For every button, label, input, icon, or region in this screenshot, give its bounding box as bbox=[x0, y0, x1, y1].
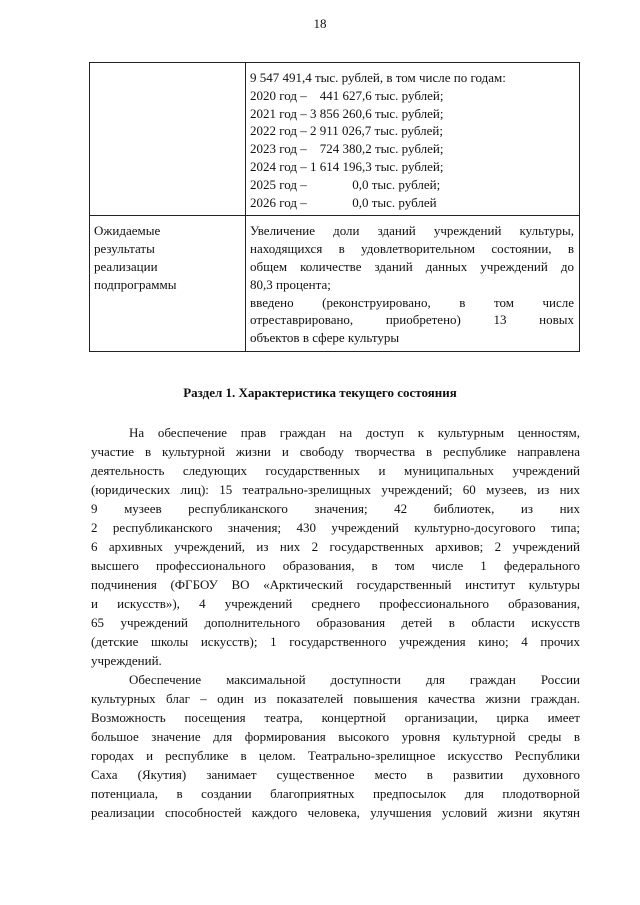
text-line: деятельность следующих государственных и муниципальных учреждений bbox=[91, 463, 580, 478]
text-line: подчинения (ФГБОУ ВО «Арктический государственный институт культуры bbox=[91, 577, 580, 592]
text-line: (юридических лиц): 15 театрально-зрелищных учреждений; 60 музеев, из них bbox=[91, 482, 580, 497]
results-line: общем количестве зданий данных учреждений до bbox=[250, 258, 574, 274]
funding-line: 9 547 491,4 тыс. рублей, в том числе по годам: bbox=[250, 70, 506, 85]
text-line: большое значение для формирования высокого уровня культурной среды в bbox=[91, 729, 580, 744]
results-line: введено (реконструировано, в том числе bbox=[250, 294, 574, 310]
table-cell-results bbox=[246, 216, 580, 352]
text-line: реализации способностей каждого человека, улучшения условий жизни якутян bbox=[91, 805, 580, 820]
subprogram-passport-table bbox=[89, 62, 580, 352]
text-line: участие в культурной жизни и свободу творчества в республике направлена bbox=[91, 444, 580, 459]
table-row-funding bbox=[90, 63, 580, 216]
text-line: культурных благ – один из показателей повышения качества жизни граждан. bbox=[91, 691, 580, 706]
table-cell-funding bbox=[246, 63, 580, 216]
results-line: находящихся в удовлетворительном состоянии, в bbox=[250, 241, 574, 257]
page-number: 18 bbox=[313, 16, 327, 31]
results-line: Увеличение доли зданий учреждений культуры, bbox=[250, 223, 574, 239]
text-line: учреждений. bbox=[91, 653, 162, 668]
text-line: и искусств»), 4 учреждений среднего профессионального образования, bbox=[91, 596, 580, 611]
text-line: высшего профессионального образования, в том числе 1 федерального bbox=[91, 558, 580, 573]
text-line: потенциала, в создании благоприятных предпосылок для плодотворной bbox=[91, 786, 580, 801]
text-line: городах и республике в целом. Театрально-зрелищное искусство Республики bbox=[91, 748, 580, 763]
funding-line: 2024 год – 1 614 196,3 тыс. рублей; bbox=[250, 158, 444, 174]
section-title: Раздел 1. Характеристика текущего состояния bbox=[183, 385, 457, 400]
body-text bbox=[91, 423, 580, 822]
results-line: объектов в сфере культуры bbox=[250, 330, 400, 346]
paragraph-2 bbox=[91, 670, 580, 822]
results-label-line: реализации bbox=[94, 258, 158, 274]
text-line: 2 республиканского значения; 430 учреждений культурно-досугового типа; bbox=[91, 520, 580, 535]
funding-line: 2021 год – 3 856 260,6 тыс. рублей; bbox=[250, 105, 444, 121]
table-cell-empty-label bbox=[90, 63, 246, 216]
funding-line: 2022 год – 2 911 026,7 тыс. рублей; bbox=[250, 123, 443, 139]
results-line: 80,3 процента; bbox=[250, 276, 331, 292]
funding-line: 2025 год – 0,0 тыс. рублей; bbox=[250, 176, 441, 192]
results-line: отреставрировано, приобретено) 13 новых bbox=[250, 312, 574, 328]
text-line: 65 учреждений дополнительного образования детей в области искусств bbox=[91, 615, 580, 630]
text-line: На обеспечение прав граждан на доступ к культурным ценностям, bbox=[129, 425, 580, 440]
funding-line: 2026 год – 0,0 тыс. рублей bbox=[250, 194, 437, 210]
text-line: Возможность посещения театра, концертной организации, цирка имеет bbox=[91, 710, 580, 725]
funding-line: 2023 год – 724 380,2 тыс. рублей; bbox=[250, 141, 444, 157]
results-label-line: результаты bbox=[94, 241, 155, 257]
text-line: Саха (Якутия) занимает существенное место в развитии духовного bbox=[91, 767, 580, 782]
results-label-line: подпрограммы bbox=[94, 276, 177, 292]
table-row-results bbox=[90, 216, 580, 352]
text-line: 6 архивных учреждений, из них 2 государственных архивов; 2 учреждений bbox=[91, 539, 580, 554]
text-line: Обеспечение максимальной доступности для граждан России bbox=[129, 672, 580, 687]
text-line: 9 музеев республиканского значения; 42 библиотек, из них bbox=[91, 501, 580, 516]
results-label-line: Ожидаемые bbox=[94, 223, 161, 239]
table-cell-results-label bbox=[90, 216, 246, 352]
paragraph-1 bbox=[91, 423, 580, 670]
funding-line: 2020 год – 441 627,6 тыс. рублей; bbox=[250, 87, 444, 103]
text-line: (детские школы искусств); 1 государственного учреждения кино; 4 прочих bbox=[91, 634, 580, 649]
